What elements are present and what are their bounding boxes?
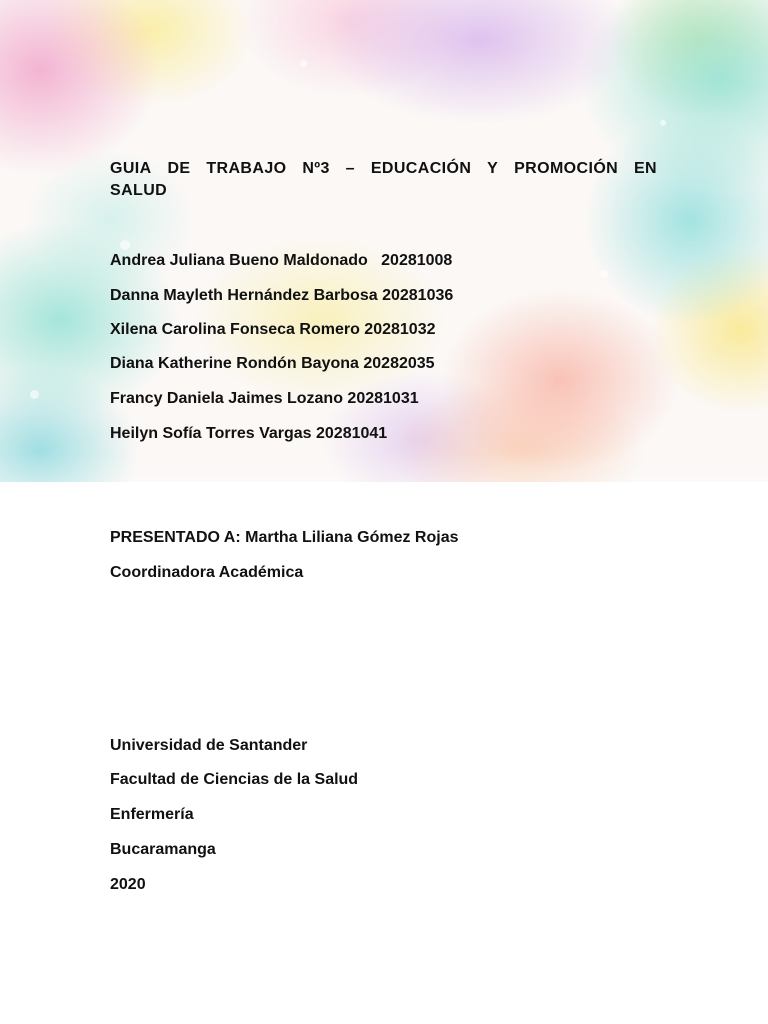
student-line: Francy Daniela Jaimes Lozano 20281031: [110, 390, 419, 407]
title-word: Nº3: [302, 160, 330, 177]
title-word: GUIA: [110, 160, 152, 177]
student-line: Xilena Carolina Fonseca Romero 20281032: [110, 321, 436, 338]
title-word: TRABAJO: [206, 160, 287, 177]
title-word: PROMOCIÓN: [514, 160, 619, 177]
presented-to-name: Martha Liliana Gómez Rojas: [240, 529, 459, 546]
university-name: Universidad de Santander: [110, 737, 308, 754]
document-title: [110, 158, 657, 202]
paint-speck: [120, 240, 130, 250]
title-line-1: [110, 158, 657, 180]
paint-speck: [600, 270, 608, 278]
program-name: Enfermería: [110, 806, 194, 823]
title-word: –: [345, 160, 355, 177]
presented-to-label: PRESENTADO A:: [110, 529, 241, 546]
presented-to-line: [110, 527, 459, 549]
paint-speck: [300, 60, 307, 67]
presented-to-role: Coordinadora Académica: [110, 564, 304, 581]
student-line: Andrea Juliana Bueno Maldonado 20281008: [110, 252, 453, 269]
student-line: Heilyn Sofía Torres Vargas 20281041: [110, 425, 388, 442]
student-line: Diana Katherine Rondón Bayona 20282035: [110, 355, 435, 372]
title-line-2: SALUD: [110, 182, 168, 199]
year: 2020: [110, 876, 146, 893]
title-word: Y: [487, 160, 499, 177]
student-line: Danna Mayleth Hernández Barbosa 20281036: [110, 287, 454, 304]
title-word: EN: [633, 160, 657, 177]
title-word: EDUCACIÓN: [370, 160, 472, 177]
paint-speck: [30, 390, 39, 399]
city-name: Bucaramanga: [110, 841, 216, 858]
faculty-name: Facultad de Ciencias de la Salud: [110, 771, 359, 788]
paint-speck: [660, 120, 666, 126]
title-word: DE: [167, 160, 191, 177]
